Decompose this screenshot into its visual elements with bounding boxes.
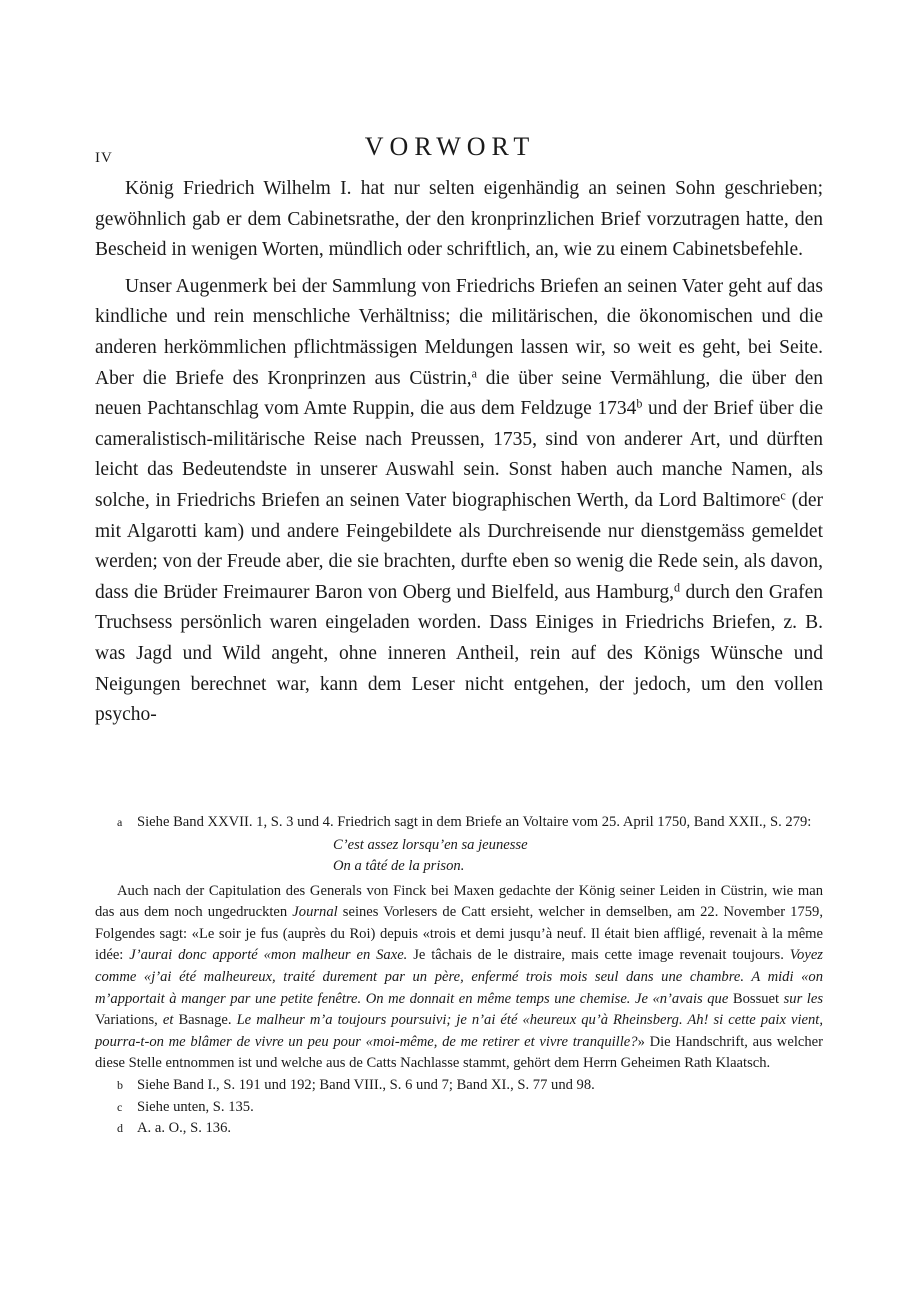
page-number: IV	[95, 150, 113, 166]
footnote-d-text: A. a. O., S. 136.	[137, 1120, 232, 1137]
footnote-a-cont-6: Basnage.	[173, 1012, 237, 1029]
quote-line-2: On a tâté de la prison.	[333, 857, 465, 874]
quote-line-1: C’est assez lorsqu’en sa jeunesse	[333, 836, 528, 853]
footnote-ref-d: d	[673, 580, 680, 595]
page-title: VORWORT	[364, 132, 536, 161]
footnote-a-cont-5: Variations,	[95, 1012, 163, 1029]
footnote-a-cont-7: » Die Handschrift, aus welcher diese Stelle entnommen ist und welche aus de Catts Nachlasse stammt, gehört dem Herrn Geheimen Rath Klaatsch.	[95, 1033, 823, 1072]
paragraph-1: König Friedrich Wilhelm I. hat nur selten eigenhändig an seinen Sohn geschrieben; gewöhnlich gab er dem Cabinetsrathe, der den kronprinzlichen Brief vorzutragen hatte, den Bescheid in wenigen Worten, mündlich oder schriftlich, an, wie zu einem Cabinetsbefehle.	[95, 178, 823, 261]
footnote-a	[95, 812, 823, 834]
paragraph-2-part-a: Unser Augenmerk bei der Sammlung von Friedrichs Briefen an seinen Vater geht auf das kindliche und rein menschliche Verhältniss; die militärischen, die ökonomischen und die anderen herkömmlichen pflichtmässigen Meldungen lassen wir, so weit es geht, bei Seite. Aber die Briefe des Kronprinzen aus Cüstrin,	[95, 275, 823, 389]
paragraph-2-part-e: durch den Grafen Truchsess persönlich waren eingeladen worden. Dass Einiges in Friedrichs Briefen, z. B. was Jagd und Wild angeht, ohne inneren Antheil, rein auf des Königs Wünsche und Neigungen berechnet war, kann dem Leser nicht entgehen, der jedoch, um den vollen psycho-	[95, 581, 823, 726]
footnote-b-text: Siehe Band I., S. 191 und 192; Band VIII., S. 6 und 7; Band XI., S. 77 und 98.	[137, 1076, 595, 1093]
body-text	[95, 174, 823, 731]
footnote-d-mark: d	[117, 1121, 123, 1136]
footnote-d	[95, 1118, 823, 1140]
paragraph-2-part-c: und der Brief über die cameralistisch-militärische Reise nach Preussen, 1735, sind von anderer Art, und dürften leicht das Bedeutendste in unserer Auswahl sein. Sonst haben auch manche Namen, als solche, in Friedrichs Briefen an seinen Vater biographischen Werth, da Lord Baltimore	[95, 398, 824, 511]
footnote-c-mark: c	[117, 1099, 123, 1114]
footnote-a-italic-3: sur les	[783, 990, 824, 1007]
footnote-a-journal: Journal	[292, 904, 338, 921]
footnote-b-mark: b	[117, 1077, 123, 1092]
paragraph-2	[95, 272, 823, 731]
footnote-a-quote	[95, 835, 823, 877]
footnote-a-italic-4: et	[162, 1012, 174, 1029]
footnote-a-continuation	[95, 881, 823, 1075]
footnote-a-cont-3: Je tâchais de le distraire, mais cette image revenait toujours.	[407, 947, 790, 964]
footnotes	[95, 812, 823, 1140]
paragraph-2-part-d: (der mit Algarotti kam) und andere Feingebildete als Durchreisende nur dienstgemäss gemeldet werden; von der Freude aber, die sie brachten, durfte eben so wenig die Rede sein, als davon, dass die Brüder Freimaurer Baron von Oberg und Bielfeld, aus Hamburg,	[95, 489, 823, 603]
footnote-ref-a: a	[471, 365, 478, 380]
footnote-a-italic-1: J’aurai donc apporté «mon malheur en Saxe.	[129, 947, 408, 964]
footnote-ref-c: c	[780, 488, 786, 503]
footnote-a-cont-4: Bossuet	[728, 990, 784, 1007]
footnote-a-mark: a	[117, 815, 123, 829]
footnote-c	[95, 1097, 823, 1119]
footnote-a-italic-2: Voyez comme «j’ai été malheureux, traité durement par un père, enfermé trois mois seul dans une chambre. A midi «on m’apportait à manger par une petite fenêtre. On me donnait en même temps une chemise. Je «n’avais que	[95, 947, 823, 1007]
footnote-a-italic-5: Le malheur m’a toujours poursuivi; je n’ai été «heureux qu’à Rheinsberg. Ah! si cette paix vient, pourra-t-on me blâmer de vivre un peu pour «moi-même, de me retirer et vivre tranquille?	[95, 1012, 823, 1050]
footnote-ref-b: b	[636, 396, 643, 411]
paragraph-2-part-b: die über seine Vermählung, die über den neuen Pachtanschlag vom Amte Ruppin, die aus dem Feldzuge 1734	[95, 367, 824, 420]
footnote-c-text: Siehe unten, S. 135.	[137, 1098, 254, 1115]
footnote-b	[95, 1075, 823, 1097]
footnote-a-text: Siehe Band XXVII. 1, S. 3 und 4. Friedrich sagt in dem Briefe an Voltaire vom 25. April 1750, Band XXII., S. 279:	[137, 814, 812, 830]
footnote-a-cont-1: Auch nach der Capitulation des Generals von Finck bei Maxen gedachte der König seiner Leiden in Cüstrin, wie man das aus dem noch ungedruckten	[95, 882, 823, 921]
footnote-a-cont-2: seines Vorlesers de Catt ersieht, welcher in demselben, am 22. November 1759, Folgendes sagt: «Le soir je fus (auprès du Roi) depuis «trois et demi jusqu’à neuf. Il était bien affligé, revenait à la même idée:	[95, 904, 823, 964]
